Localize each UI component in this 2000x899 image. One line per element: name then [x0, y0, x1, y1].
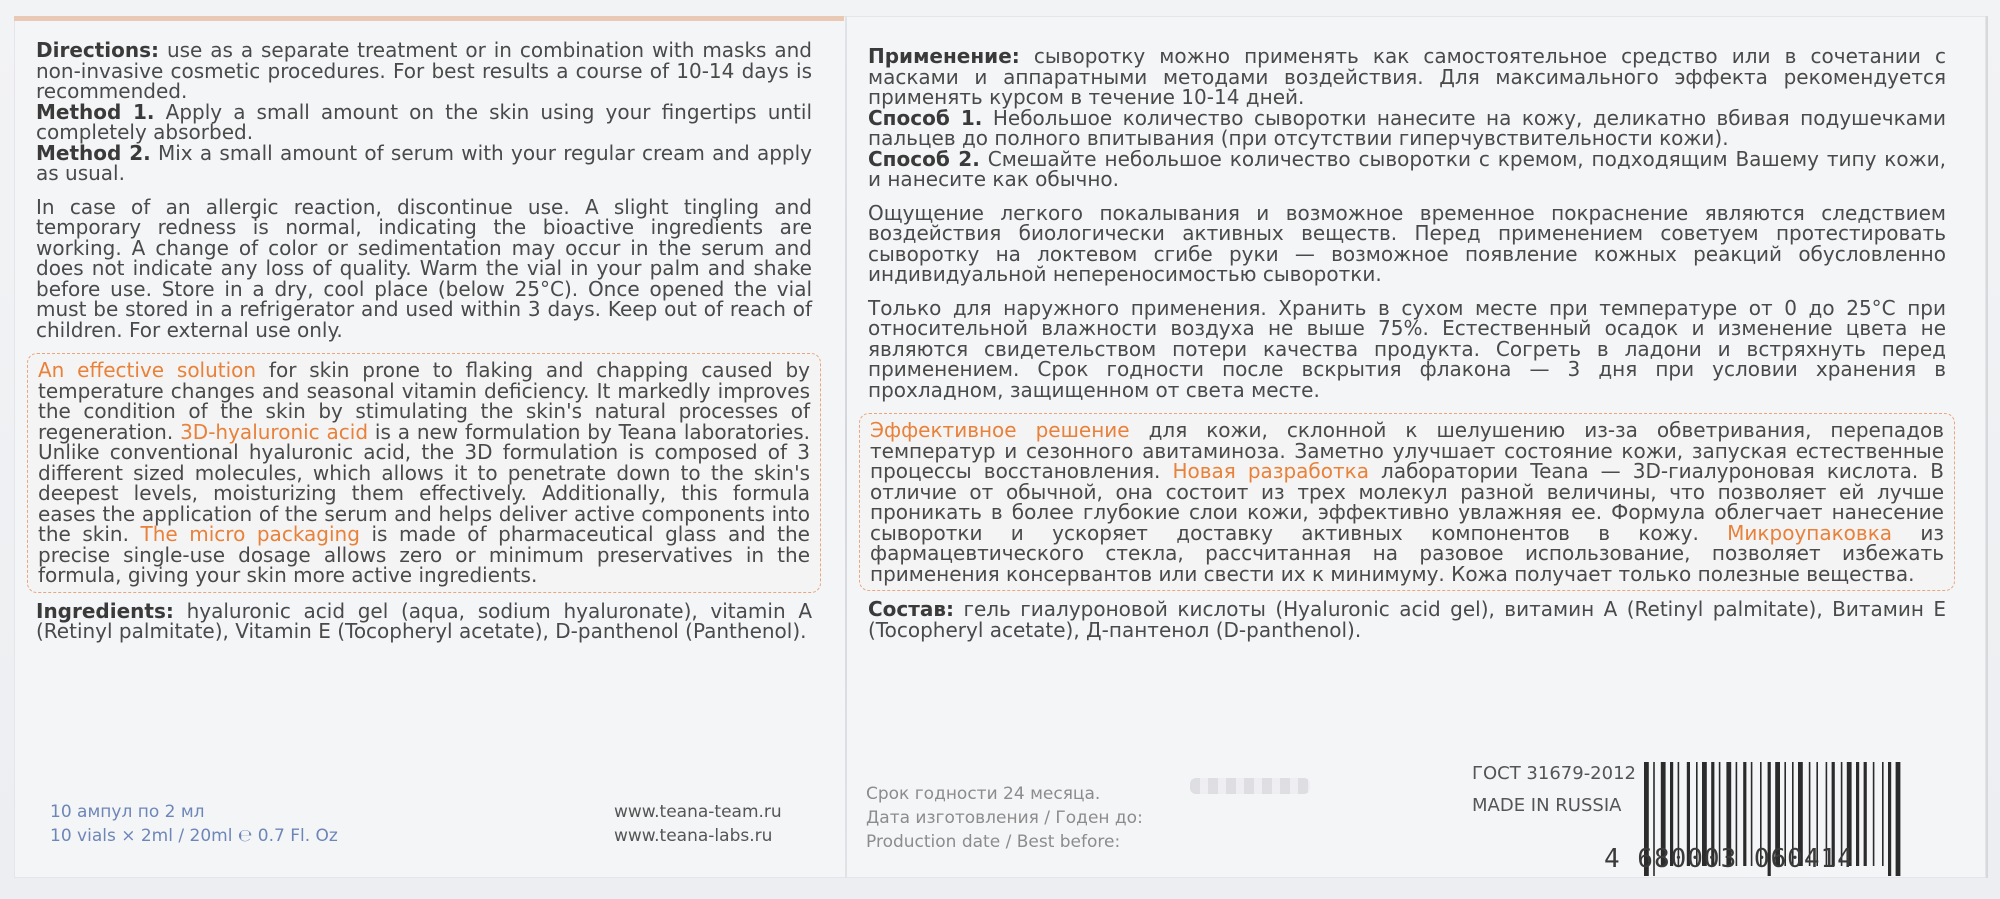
usage-text: сыворотку можно применять как самостоятельное средство или в сочетании с масками и аппаратными методами воздействия. Для максимального эффекта рекомендуется применять курсом в течение 10-14 дней.: [868, 44, 1946, 109]
made-in-label: MADE IN RUSSIA: [1472, 795, 1622, 816]
hyaluronic-text: is a new formulation by Teana laboratories. Unlike conventional hyaluronic acid, the 3D formulation is composed of 3 different sized molecules, which allows it to penetrate down to the skin's deepest levels, moisturizing them effectively. Additionally, this formula eases the application of the serum and helps deliver active components into the skin.: [38, 419, 811, 546]
micro-highlight: The micro packaging: [140, 522, 360, 546]
barcode-digits: 4 680003 060414: [1604, 844, 1854, 874]
solution-text: for skin prone to flaking and chapping caused by temperature changes and seasonal vitamin deficiency. It markedly improves the condition of the skin by stimulating the skin's natural processes of regeneration.: [38, 358, 811, 444]
shelf-life: Срок годности 24 месяца.: [866, 784, 1101, 804]
ru-solution-highlight: Эффективное решение: [870, 418, 1130, 442]
blurred-batch-code: [1190, 778, 1310, 794]
vials-en: 10 vials × 2ml / 20ml ℮ 0.7 Fl. Oz: [50, 826, 338, 846]
method1-paragraph: [36, 99, 812, 144]
production-ru: Дата изготовления / Годен до:: [866, 808, 1143, 828]
volume-info: [50, 800, 338, 848]
english-text-column: [36, 40, 812, 642]
ingredients-text: hyaluronic acid gel (aqua, sodium hyaluronate), vitamin A (Retinyl palmitate), Vitamin E (Tocopheryl acetate), D-panthenol (Panthenol).: [36, 598, 812, 643]
center-fold: [845, 16, 847, 878]
production-info: [866, 782, 1143, 854]
ru-micro-text: из фармацевтического стекла, рассчитанная на разовое использование, позволяет избежать применения консервантов или свести их к минимуму. Кожа получает только полезные вещества.: [870, 520, 1944, 586]
usage-label: Применение:: [868, 44, 1020, 68]
description-paragraph: [38, 360, 810, 586]
composition-text: гель гиалуроновой кислоты (Hyaluronic acid gel), витамин A (Retinyl palmitate), Витамин E (Tocopheryl acetate), Д-пантенол (D-panthenol).: [868, 597, 1946, 642]
method2-label: Method 2.: [36, 140, 151, 165]
russian-text-column: [868, 46, 1946, 640]
sensation-paragraph: Ощущение легкого покалывания и возможное временное покраснение являются следствием воздействия биологически активных веществ. Перед применением советуем протестировать сыворотку на локтевом сгибе руки — возможное появление кожных реакций обусловленно индивидуальной непереносимостью сыворотки.: [868, 200, 1946, 286]
hyaluronic-highlight: 3D-hyaluronic acid: [180, 419, 369, 444]
ru-novelty-text: лаборатории Teana — 3D-гиалуроновая кислота. В отличие от обычной, она состоит из трех молекул разной величины, что позволяет ей лучше проникать в более глубокие слои кожи, эффективно увлажняя ее. Формула облегчает нанесение сыворотки и ускоряет доставку активных компонентов в кожу.: [870, 459, 1944, 545]
storage-paragraph: Только для наружного применения. Хранить в сухом месте при температуре от 0 до 25°C при относительной влажности воздуха не выше 75%. Естественный осадок и изменение цвета не являются свидетельством потери качества продукта. Согреть в ладони и встряхнуть перед применением. Срок годности после вскрытия флакона — 3 дня при условии хранения в прохладном, защищенном от света месте.: [868, 295, 1946, 402]
caution-paragraph: In case of an allergic reaction, discontinue use. A slight tingling and temporary redness is normal, indicating the bioactive ingredients are working. A change of color or sedimentation may occur in the serum and does not indicate any loss of quality. Warm the vial in your palm and shake before use. Store in a dry, cool place (below 25°C). Once opened the vial must be stored in a refrigerator and used within 3 days. Keep out of reach of children. For external use only.: [36, 194, 812, 342]
ru-micro-highlight: Микроупаковка: [1727, 520, 1893, 545]
method2-text: Mix a small amount of serum with your regular cream and apply as usual.: [36, 140, 812, 185]
directions-paragraph: [36, 40, 812, 102]
websites: [614, 800, 782, 848]
way1-label: Способ 1.: [868, 105, 983, 130]
way2-text: Смешайте небольшое количество сыворотки с кремом, подходящим Вашему типу кожи, и нанесите как обычно.: [868, 146, 1947, 191]
composition-paragraph: [868, 599, 1946, 640]
method1-text: Apply a small amount on the skin using your fingertips until completely absorbed.: [36, 99, 812, 144]
site-team-link[interactable]: www.teana-team.ru: [614, 802, 782, 822]
top-color-band: [14, 16, 844, 21]
composition-label: Состав:: [868, 597, 955, 621]
method2-paragraph: [36, 140, 812, 185]
certification-info: [1472, 758, 1636, 822]
ru-solution-text: для кожи, склонной к шелушению из-за обветривания, перепадов температур и сезонного авитаминоза. Заметно улучшает состояние кожи, запуская естественные процессы восстановления.: [870, 418, 1945, 483]
ru-novelty-highlight: Новая разработка: [1172, 459, 1369, 483]
directions-text: use as a separate treatment or in combination with masks and non-invasive cosmetic procedures. For best results a course of 10-14 days is recommended.: [36, 38, 812, 103]
russian-description-frame: [859, 413, 1955, 591]
micro-text: is made of pharmaceutical glass and the precise single-use dosage allows zero or minimum preservatives in the formula, giving your skin more active ingredients.: [38, 522, 810, 587]
ampoules-ru: 10 ампул по 2 мл: [50, 802, 205, 822]
gost-label: ГОСТ 31679-2012: [1472, 763, 1636, 784]
english-description-frame: [27, 353, 821, 593]
usage-paragraph: [868, 46, 1946, 108]
directions-label: Directions:: [36, 38, 160, 62]
method1-label: Method 1.: [36, 99, 155, 124]
way2-paragraph: [868, 146, 1947, 191]
way2-label: Способ 2.: [868, 146, 980, 171]
ru-description-paragraph: [870, 420, 1944, 584]
site-labs-link[interactable]: www.teana-labs.ru: [614, 826, 773, 846]
production-en: Production date / Best before:: [866, 832, 1121, 852]
solution-highlight: An effective solution: [38, 358, 257, 382]
ingredients-label: Ingredients:: [36, 598, 174, 623]
way1-text: Небольшое количество сыворотки нанесите на кожу, деликатно вбивая подушечками пальцев до полного впитывания (при отсутствии гиперчувствительности кожи).: [868, 105, 1946, 150]
ingredients-paragraph: [36, 598, 812, 643]
way1-paragraph: [868, 105, 1946, 150]
